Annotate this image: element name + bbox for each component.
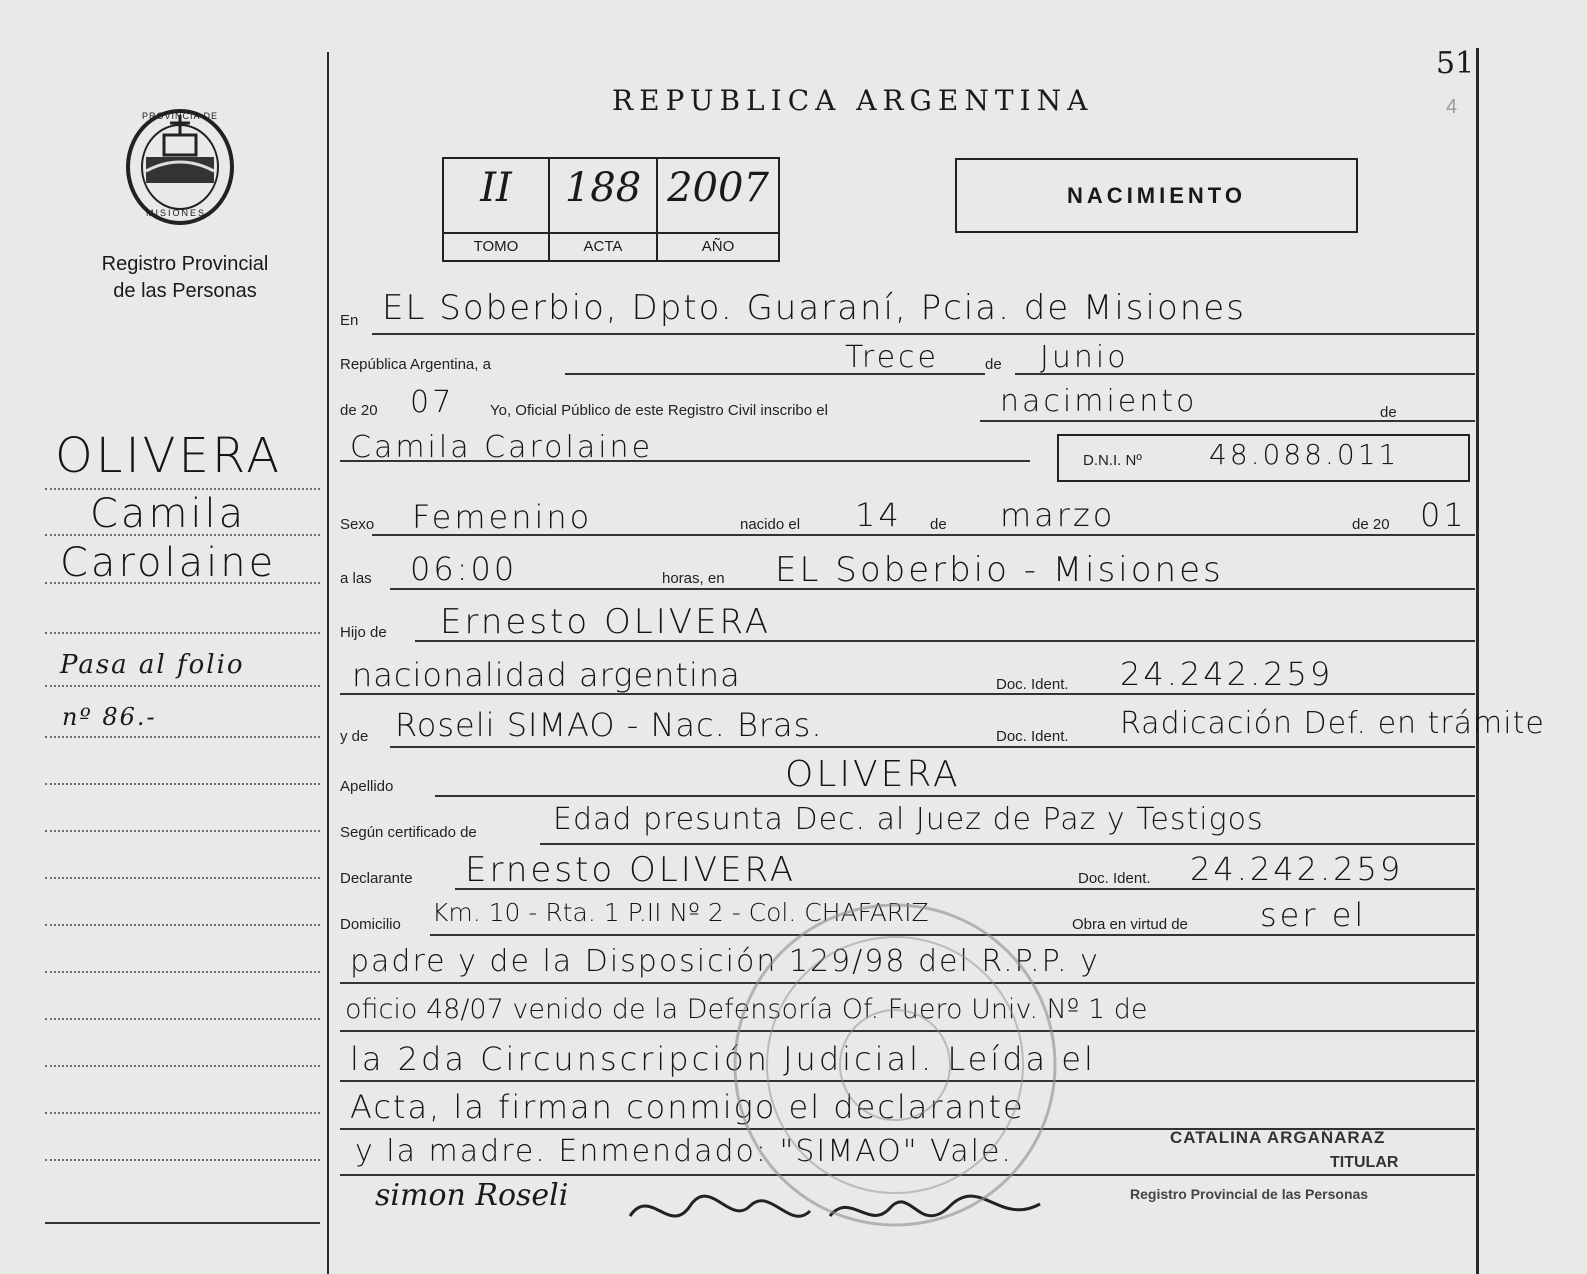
obra-value-4: la 2da Circunscripción Judicial. Leída el bbox=[350, 1040, 1096, 1078]
dni-box bbox=[1057, 434, 1470, 482]
registry-name-line1: Registro Provincial bbox=[101, 253, 269, 275]
birth-year-prefix-label: de 20 bbox=[1352, 516, 1390, 533]
form-rule bbox=[372, 534, 1475, 536]
margin-dotted-line bbox=[45, 877, 320, 879]
header-title: REPUBLICA ARGENTINA bbox=[612, 84, 1094, 117]
day-value: Trece bbox=[845, 340, 939, 375]
hour-value: 06:00 bbox=[410, 550, 518, 588]
segun-label: Según certificado de bbox=[340, 824, 477, 841]
child-names-value: Camila Carolaine bbox=[350, 430, 654, 465]
hijo-label: Hijo de bbox=[340, 624, 387, 641]
mother-value: Roseli SIMAO - Nac. Bras. bbox=[395, 706, 823, 744]
doc-ident-label-1: Doc. Ident. bbox=[996, 676, 1069, 693]
margin-dotted-line bbox=[45, 582, 320, 584]
form-rule bbox=[340, 693, 1475, 695]
month-value: Junio bbox=[1040, 340, 1129, 375]
birth-place-value: EL Soberbio - Misiones bbox=[775, 550, 1224, 590]
obra-label: Obra en virtud de bbox=[1072, 916, 1188, 933]
domicilio-label: Domicilio bbox=[340, 916, 401, 933]
declarante-value: Ernesto OLIVERA bbox=[465, 850, 796, 890]
dni-label: D.N.I. Nº bbox=[1083, 452, 1142, 469]
seal-top-text: PROVINCIA DE bbox=[142, 111, 219, 121]
margin-surname: OLIVERA bbox=[55, 428, 283, 484]
obra-value-5: Acta, la firman conmigo el declarante bbox=[350, 1088, 1025, 1126]
domicilio-value: Km. 10 - Rta. 1 P.II Nº 2 - Col. CHAFARIZ bbox=[432, 898, 929, 927]
de-label-2: de bbox=[1380, 404, 1397, 421]
margin-note-line1: Pasa al folio bbox=[60, 650, 245, 680]
birth-year-value: 01 bbox=[1420, 496, 1467, 534]
y-de-label: y de bbox=[340, 728, 369, 745]
form-rule bbox=[540, 843, 1475, 845]
acta-box bbox=[548, 157, 658, 262]
father-doc-value: 24.242.259 bbox=[1120, 655, 1334, 693]
stamp-official-name: CATALINA ARGAÑARAZ bbox=[1170, 1128, 1386, 1147]
year-prefix-label: de 20 bbox=[340, 402, 378, 419]
stamp-office: Registro Provincial de las Personas bbox=[1130, 1186, 1369, 1202]
yo-text: Yo, Oficial Público de este Registro Civil inscribo el bbox=[490, 402, 828, 419]
margin-dotted-line bbox=[45, 685, 320, 687]
margin-dotted-line bbox=[45, 1065, 320, 1067]
margin-dotted-line bbox=[45, 924, 320, 926]
margin-dotted-line bbox=[45, 1159, 320, 1161]
father-value: Ernesto OLIVERA bbox=[440, 602, 771, 642]
certificado-value: Edad presunta Dec. al Juez de Paz y Testigos bbox=[553, 802, 1264, 837]
form-rule bbox=[340, 460, 1030, 462]
seal-bottom-text: MISIONES bbox=[146, 208, 207, 218]
registry-name-line2: de las Personas bbox=[113, 280, 257, 302]
margin-first-name: Camila bbox=[90, 491, 247, 537]
page-mark: 4 bbox=[1446, 96, 1458, 118]
form-rule bbox=[980, 420, 1475, 422]
margin-dotted-line bbox=[45, 971, 320, 973]
form-rule bbox=[415, 640, 1475, 642]
apellido-value: OLIVERA bbox=[785, 754, 961, 795]
tomo-box bbox=[442, 157, 550, 262]
ano-label: AÑO bbox=[658, 232, 778, 260]
record-type-box: NACIMIENTO bbox=[955, 158, 1358, 233]
dni-value: 48.088.011 bbox=[1209, 438, 1400, 471]
acta-label: ACTA bbox=[550, 232, 656, 260]
birth-day-value: 14 bbox=[855, 496, 902, 534]
sexo-value: Femenino bbox=[412, 498, 593, 536]
margin-dotted-line bbox=[45, 736, 320, 738]
form-rule bbox=[435, 795, 1475, 797]
margin-dotted-line bbox=[45, 783, 320, 785]
form-rule bbox=[372, 333, 1475, 335]
tomo-value: II bbox=[480, 165, 512, 211]
right-border-line bbox=[1476, 48, 1479, 1274]
margin-bottom-rule bbox=[45, 1222, 320, 1224]
column-divider bbox=[327, 52, 329, 1274]
acta-value: 188 bbox=[564, 165, 642, 211]
declarante-doc-value: 24.242.259 bbox=[1190, 850, 1404, 888]
page-number: 51 bbox=[1436, 46, 1475, 81]
signatures-text: simon Roseli bbox=[375, 1178, 569, 1213]
margin-second-name: Carolaine bbox=[60, 540, 277, 586]
nacido-label: nacido el bbox=[740, 516, 801, 533]
form-rule bbox=[455, 888, 1475, 890]
margin-dotted-line bbox=[45, 632, 320, 634]
republica-label: República Argentina, a bbox=[340, 356, 491, 373]
en-label: En bbox=[340, 312, 359, 329]
tomo-label: TOMO bbox=[444, 232, 548, 260]
form-rule bbox=[390, 588, 1475, 590]
stamp-role: TITULAR bbox=[1330, 1154, 1399, 1171]
margin-dotted-line bbox=[45, 830, 320, 832]
birth-month-value: marzo bbox=[1000, 496, 1116, 534]
sexo-label: Sexo bbox=[340, 516, 375, 533]
margin-note-line2: nº 86.- bbox=[62, 703, 157, 731]
obra-value-3: oficio 48/07 venido de la Defensoría Of. Fuero Univ. Nº 1 de bbox=[345, 994, 1148, 1025]
obra-value-1: ser el bbox=[1260, 896, 1367, 934]
ano-box bbox=[656, 157, 780, 262]
apellido-label: Apellido bbox=[340, 778, 394, 795]
a-las-label: a las bbox=[340, 570, 372, 587]
mother-doc-value: Radicación Def. en trámite bbox=[1120, 706, 1545, 741]
form-rule bbox=[390, 746, 1475, 748]
horas-label: horas, en bbox=[662, 570, 725, 587]
declarante-label: Declarante bbox=[340, 870, 413, 887]
year-value: 07 bbox=[410, 385, 455, 420]
de-label: de bbox=[985, 356, 1002, 373]
ano-value: 2007 bbox=[667, 165, 769, 211]
obra-value-2: padre y de la Disposición 129/98 del R.P.P. y bbox=[350, 944, 1100, 979]
margin-dotted-line bbox=[45, 488, 320, 490]
place-value: EL Soberbio, Dpto. Guaraní, Pcia. de Misiones bbox=[382, 288, 1246, 328]
obra-value-6: y la madre. Enmendado: "SIMAO" Vale. bbox=[355, 1134, 1013, 1169]
doc-ident-label-2: Doc. Ident. bbox=[996, 728, 1069, 745]
doc-ident-label-3: Doc. Ident. bbox=[1078, 870, 1151, 887]
margin-dotted-line bbox=[45, 1018, 320, 1020]
official-seal-icon bbox=[730, 900, 1060, 1230]
de-label-3: de bbox=[930, 516, 947, 533]
father-nationality-value: nacionalidad argentina bbox=[352, 656, 741, 694]
margin-dotted-line bbox=[45, 1112, 320, 1114]
act-value: nacimiento bbox=[1000, 384, 1198, 419]
margin-dotted-line bbox=[45, 534, 320, 536]
